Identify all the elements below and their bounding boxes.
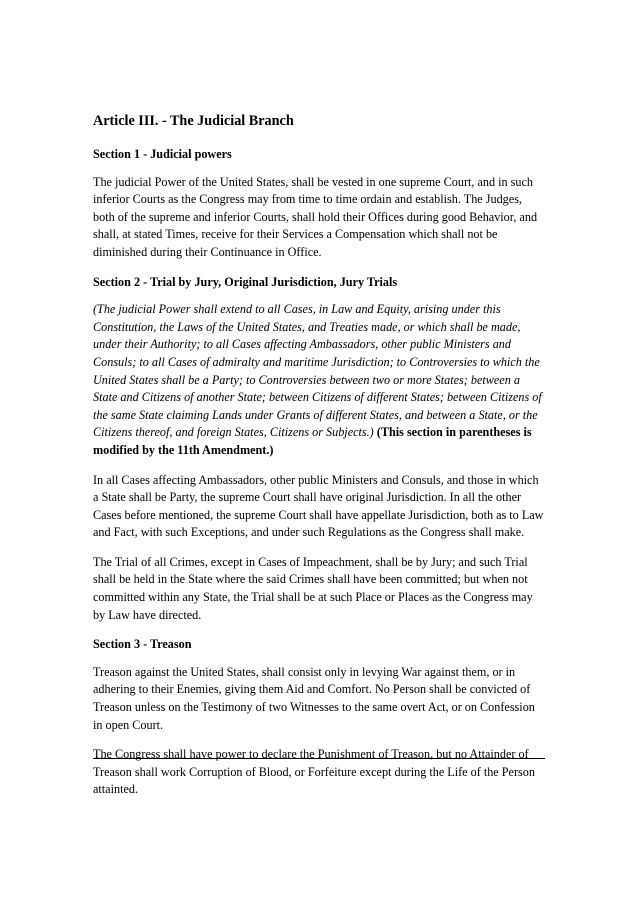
section-2-amendment-note: (This section in parentheses is modified by the 11th Amendment.)	[93, 425, 532, 457]
section-2-paragraph-1	[93, 301, 545, 459]
section-1-paragraph-1: The judicial Power of the United States, shall be vested in one supreme Court, and in such inferior Courts as the Congress may from time to time ordain and establish. The Judges, both of the supreme and inferior Courts, shall hold their Offices during good Behavior, and shall, at stated Times, receive for their Services a Compensation which shall not be diminished during their Continuance in Office.	[93, 174, 538, 259]
section-2-paragraph-3: The Trial of all Crimes, except in Cases of Impeachment, shall be by Jury; and such Trial shall be held in the State where the said Crimes shall have been committed; but when not committed within any State, the Trial shall be at such Place or Places as the Congress may by Law have directed.	[93, 554, 533, 622]
section-2-paragraph-1-italic-text: (The judicial Power shall extend to all Cases, in Law and Equity, arising under this Constitution, the Laws of the United States, and Treaties made, or which shall be made, under their Authority; to all Cases affecting Ambassadors, other public Ministers and Consuls; to all Cases of admiralty and maritime Jurisdiction; to Controversies to which the United States shall be a Party; to Controversies between two or more States; between a State and Citizens of another State; between Citizens of different States; between Citizens of the same State claiming Lands under Grants of different States, and between a State, or the Citizens thereof, and foreign States, Citizens or Subjects.)	[93, 302, 542, 440]
section-3-heading: Section 3 - Treason	[93, 637, 192, 652]
horizontal-rule	[93, 758, 545, 759]
document-body	[93, 112, 545, 811]
section-3-paragraph-2: The Congress shall have power to declare the Punishment of Treason, but no Attainder of Treason shall work Corruption of Blood, or Forfeiture except during the Life of the Person attainted.	[93, 747, 535, 797]
section-2-paragraph-2: In all Cases affecting Ambassadors, other public Ministers and Consuls, and those in which a State shall be Party, the supreme Court shall have original Jurisdiction. In all the other Cases before mentioned, the supreme Court shall have appellate Jurisdiction, both as to Law and Fact, with such Exceptions, and under such Regulations as the Congress shall make.	[93, 472, 544, 540]
section-1-heading: Section 1 - Judicial powers	[93, 147, 232, 161]
section-3-paragraph-1: Treason against the United States, shall consist only in levying War against them, or in adhering to their Enemies, giving them Aid and Comfort. No Person shall be convicted of Treason unless on the Testimony of two Witnesses to the same overt Act, or on Confession in open Court.	[93, 664, 535, 732]
section-2-heading: Section 2 - Trial by Jury, Original Jurisdiction, Jury Trials	[93, 274, 398, 289]
article-title: Article III. - The Judicial Branch	[93, 113, 294, 129]
